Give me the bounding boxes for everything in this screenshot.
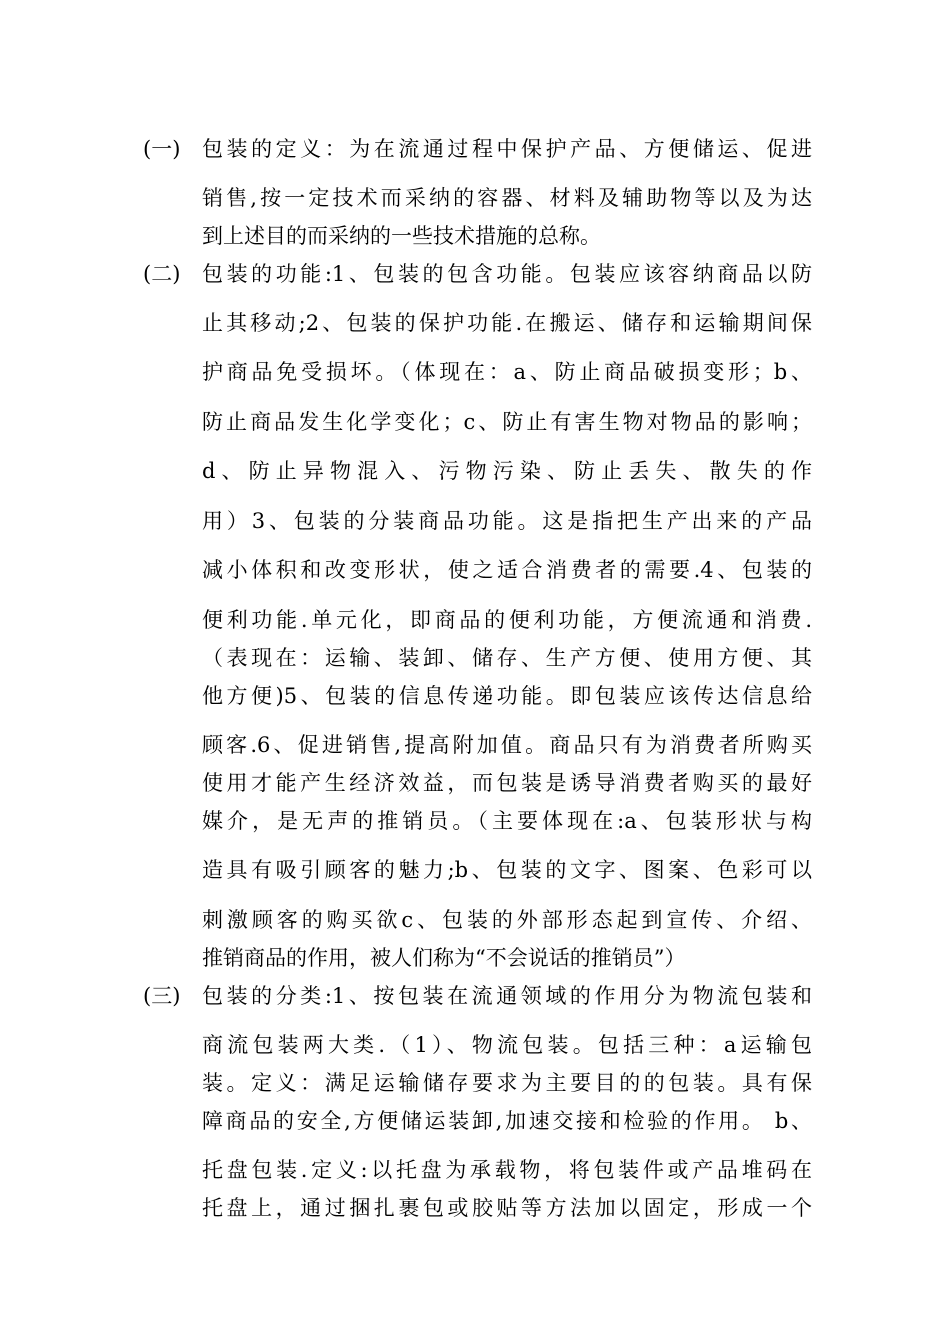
text-line: 防止商品发生化学变化；c、防止有害生物对物品的影响； (202, 410, 812, 434)
text-line: 托盘包装.定义:以托盘为承载物，将包装件或产品堆码在 (202, 1158, 812, 1182)
section-marker-1: (一) (143, 137, 181, 161)
text-line: 使用才能产生经济效益，而包装是诱导消费者购买的最好 (202, 771, 812, 795)
text-line: 止其移动;2、包装的保护功能.在搬运、储存和运输期间保 (202, 311, 812, 335)
text-line: 托盘上，通过捆扎裹包或胶贴等方法加以固定，形成一个 (202, 1196, 812, 1220)
text-line: 减小体积和改变形状，使之适合消费者的需要.4、包装的 (202, 558, 812, 582)
text-line: 推销商品的作用，被人们称为“不会说话的推销员”） (202, 946, 686, 970)
text-line: 刺激顾客的购买欲c、包装的外部形态起到宣传、介绍、 (202, 908, 812, 932)
section-marker-2: (二) (143, 262, 181, 286)
text-line: 包装的功能:1、包装的包含功能。包装应该容纳商品以防 (202, 262, 812, 286)
text-line: 包装的分类:1、按包装在流通领域的作用分为物流包装和 (202, 984, 812, 1008)
text-line: d、防止异物混入、污物污染、防止丢失、散失的作 (202, 459, 812, 483)
text-line: 装。定义：满足运输储存要求为主要目的的包装。具有保 (202, 1071, 812, 1095)
text-line: 障商品的安全,方便储运装卸,加速交接和检验的作用。 b、 (202, 1109, 812, 1133)
text-line: 护商品免受损坏。（体现在：a、防止商品破损变形；b、 (202, 360, 812, 384)
text-line: 商流包装两大类.（1）、物流包装。包括三种：a运输包 (202, 1033, 812, 1057)
text-line: （表现在：运输、装卸、储存、生产方便、使用方便、其 (202, 646, 812, 670)
section-marker-3: (三) (143, 984, 181, 1008)
text-line: 到上述目的而采纳的一些技术措施的总称。 (202, 224, 601, 248)
text-line: 顾客.6、促进销售,提高附加值。商品只有为消费者所购买 (202, 733, 812, 757)
text-line: 用）3、包装的分装商品功能。这是指把生产出来的产品 (202, 509, 812, 533)
text-line: 造具有吸引顾客的魅力;b、包装的文字、图案、色彩可以 (202, 858, 812, 882)
text-line: 包装的定义：为在流通过程中保护产品、方便储运、促进 (202, 137, 812, 161)
text-line: 销售,按一定技术而采纳的容器、材料及辅助物等以及为达 (202, 186, 812, 210)
text-line: 便利功能.单元化，即商品的便利功能，方便流通和消费. (202, 608, 812, 632)
text-line: 他方便)5、包装的信息传递功能。即包装应该传达信息给 (202, 684, 812, 708)
text-line: 媒介，是无声的推销员。（主要体现在:a、包装形状与构 (202, 809, 812, 833)
